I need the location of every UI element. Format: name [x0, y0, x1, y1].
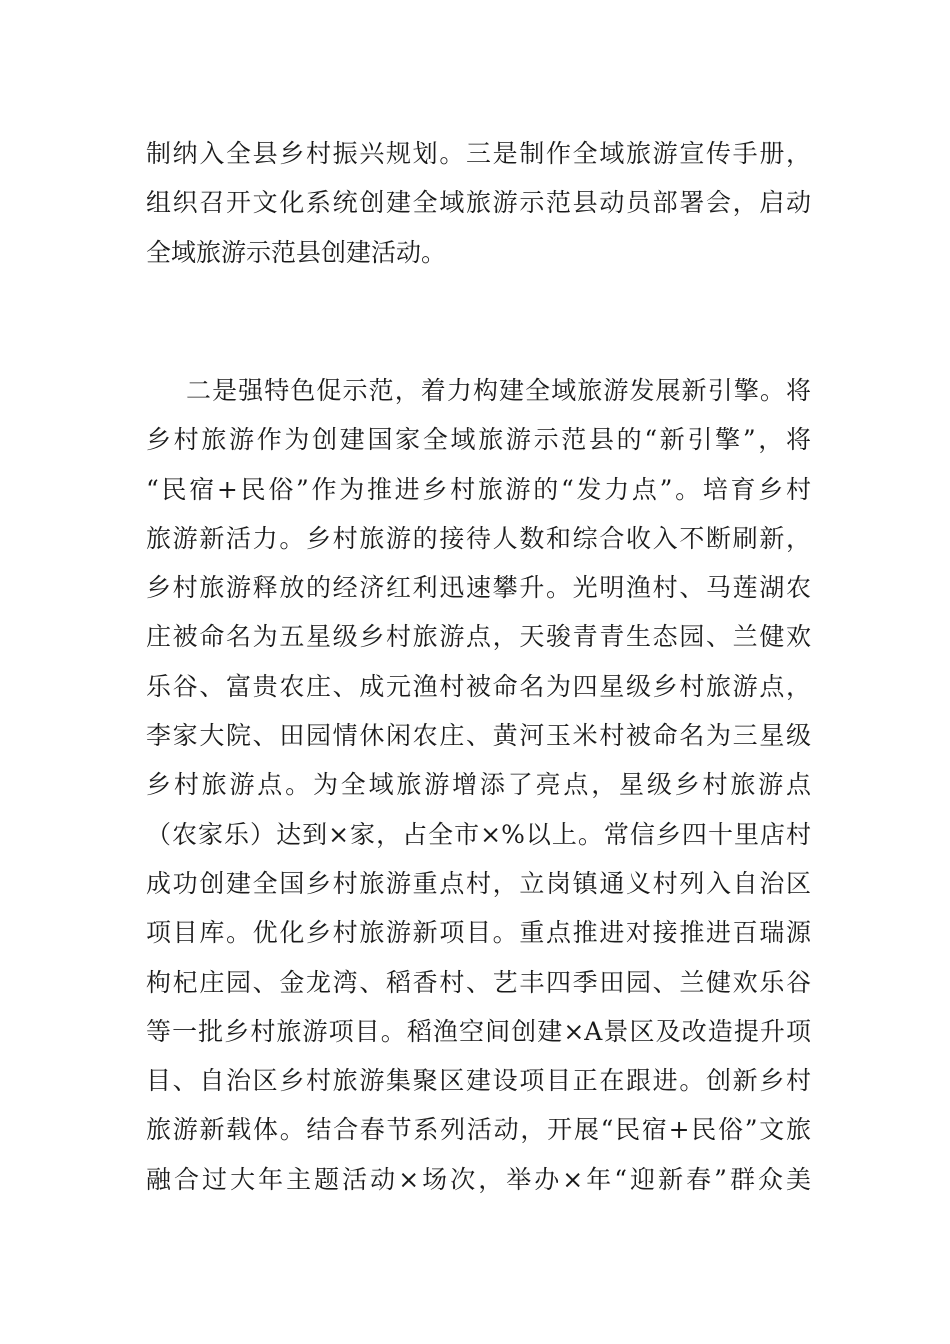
paragraph-2 — [146, 366, 811, 1204]
text-line: 乡村旅游作为创建国家全域旅游示范县的“新引擎”，将 — [146, 425, 811, 455]
text-line: “民宿+民俗”作为推进乡村旅游的“发力点”。培育乡村 — [146, 474, 811, 504]
paragraph-1 — [146, 129, 811, 277]
text-line: 项目库。优化乡村旅游新项目。重点推进对接推进百瑞源 — [146, 918, 811, 948]
text-line: （农家乐）达到×家，占全市×%以上。常信乡四十里店村 — [146, 819, 811, 849]
text-line: 乡村旅游点。为全域旅游增添了亮点，星级乡村旅游点 — [146, 770, 811, 800]
text-line: 李家大院、田园情休闲农庄、黄河玉米村被命名为三星级 — [146, 721, 811, 751]
text-line: 等一批乡村旅游项目。稻渔空间创建×A景区及改造提升项 — [146, 1016, 811, 1046]
text-line: 旅游新活力。乡村旅游的接待人数和综合收入不断刷新， — [146, 523, 811, 553]
text-line: 融合过大年主题活动×场次，举办×年“迎新春”群众美 — [146, 1164, 811, 1194]
text-line: 庄被命名为五星级乡村旅游点，天骏青青生态园、兰健欢 — [146, 622, 811, 652]
text-line: 旅游新载体。结合春节系列活动，开展“民宿+民俗”文旅 — [146, 1115, 811, 1145]
text-line: 二是强特色促示范，着力构建全域旅游发展新引擎。将 — [186, 376, 811, 405]
text-line: 制纳入全县乡村振兴规划。三是制作全域旅游宣传手册， — [146, 139, 811, 168]
text-line: 成功创建全国乡村旅游重点村，立岗镇通义村列入自治区 — [146, 868, 811, 898]
text-line: 乐谷、富贵农庄、成元渔村被命名为四星级乡村旅游点， — [146, 671, 811, 701]
text-line: 组织召开文化系统创建全域旅游示范县动员部署会，启动 — [146, 188, 811, 218]
text-line: 乡村旅游释放的经济红利迅速攀升。光明渔村、马莲湖农 — [146, 573, 811, 603]
text-line: 目、自治区乡村旅游集聚区建设项目正在跟进。创新乡村 — [146, 1066, 811, 1096]
text-line: 全域旅游示范县创建活动。 — [146, 237, 447, 267]
text-line: 枸杞庄园、金龙湾、稻香村、艺丰四季田园、兰健欢乐谷 — [146, 967, 811, 997]
